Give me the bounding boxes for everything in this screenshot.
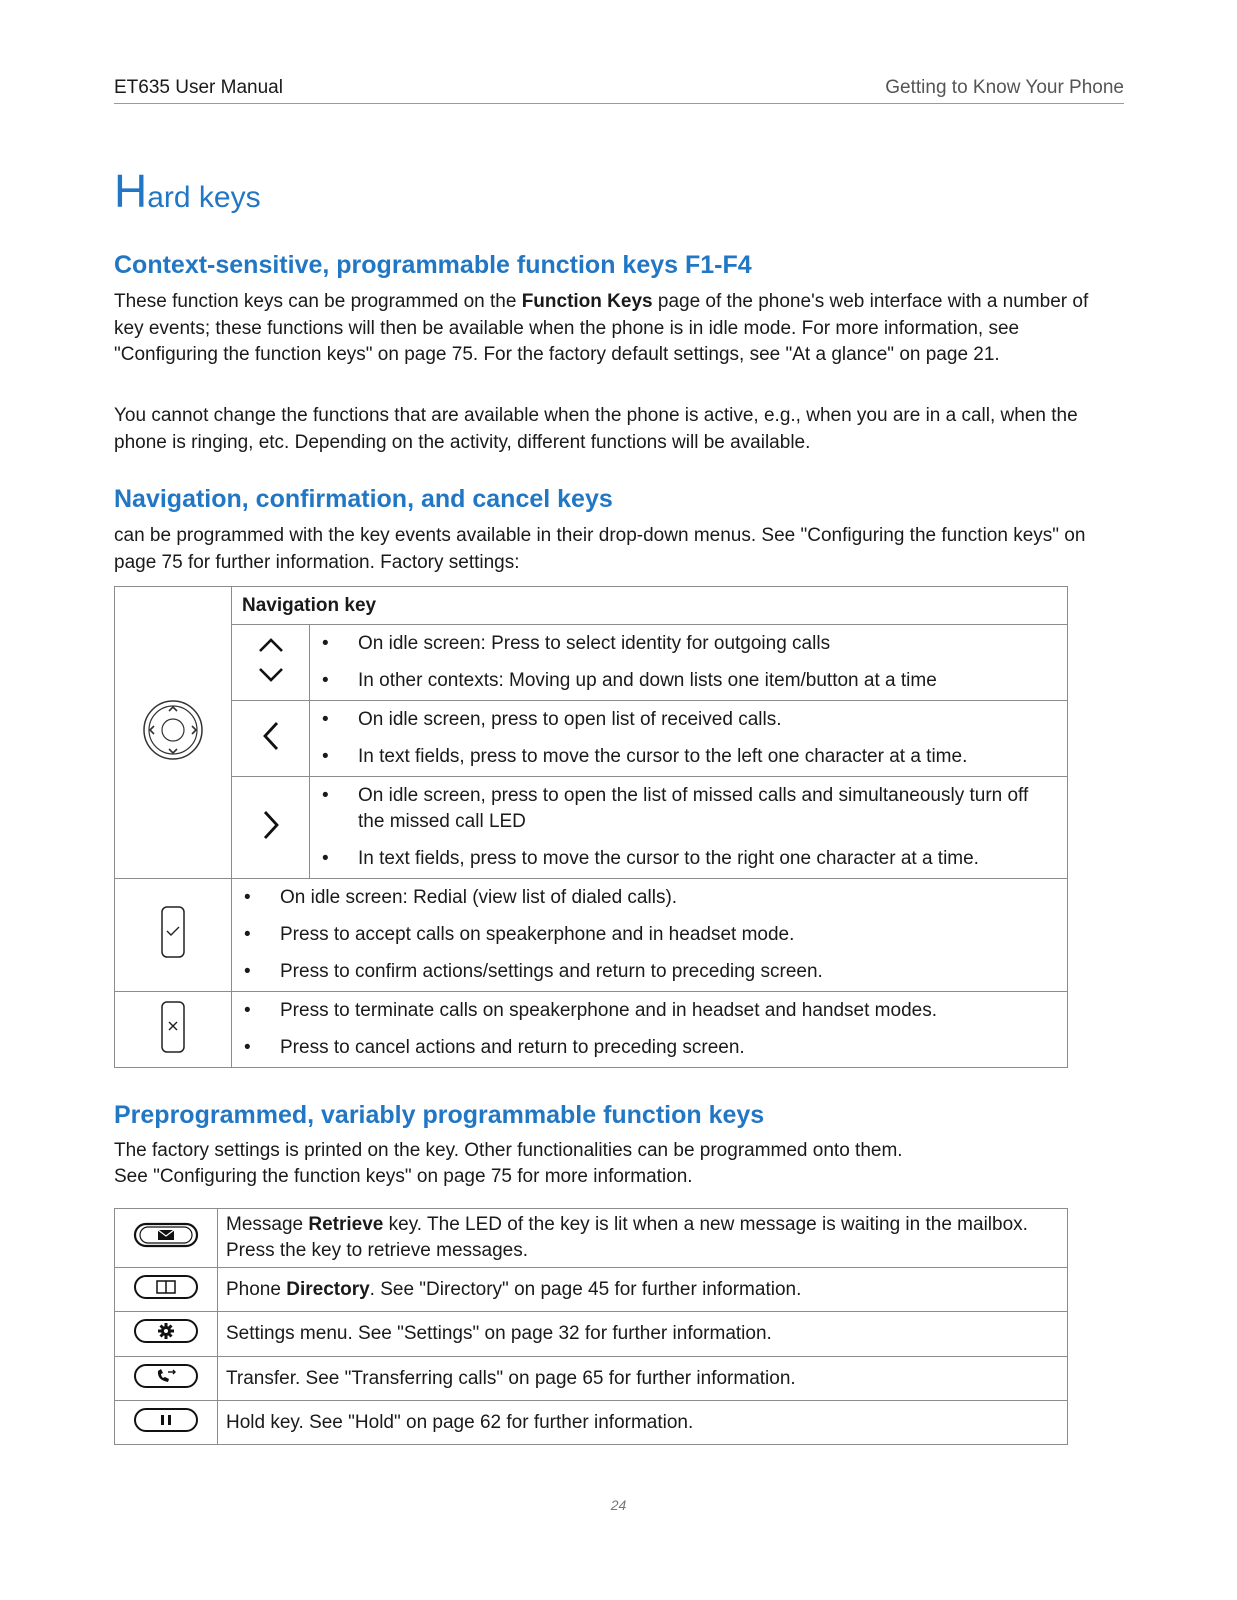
envelope-icon [133, 1222, 199, 1248]
navigation-keys-table [114, 586, 1068, 1068]
section1-paragraph-1 [114, 289, 1114, 369]
right-arrow-icon [259, 808, 283, 842]
running-header [114, 77, 1124, 104]
page-title-initial: H [114, 165, 148, 217]
cancel-key-icon [159, 1000, 187, 1054]
section-heading-preprogrammed: Preprogrammed, variably programmable function keys [114, 1101, 765, 1129]
bold-term: Directory [286, 1278, 370, 1300]
settings-key-cell [115, 1312, 218, 1357]
checkmark-key-icon [159, 905, 187, 959]
section3-paragraph-1: The factory settings is printed on the key. Other functionalities can be programmed onto them. [114, 1140, 903, 1161]
section2-paragraph: can be programmed with the key events available in their drop-down menus. See "Configuring the function keys" on page 75 for further information. Factory settings: [114, 525, 1086, 573]
cancel-desc [232, 992, 1068, 1068]
section3-paragraph-2: See "Configuring the function keys" on page 75 for more information. [114, 1166, 693, 1187]
section1-paragraph-2: You cannot change the functions that are available when the phone is active, e.g., when you are in a call, when the phone is ringing, etc. Depending on the activity, different functions will be available. [114, 405, 1078, 453]
nav-header: Navigation key [232, 587, 1068, 625]
text-run: page of the phone's web interface with a number of key events; these functions will then be available when the phone is in idle mode. For more information, see "Configuring the function keys" on page 75. For the factory default settings, see "At a glance" on page 21. [114, 291, 1089, 365]
text-run: Message [226, 1214, 309, 1235]
chapter-title: Getting to Know Your Phone [885, 77, 1124, 98]
left-key-cell [232, 701, 310, 777]
section-heading-function-keys: Context-sensitive, programmable function keys F1-F4 [114, 251, 752, 279]
left-desc [310, 701, 1068, 777]
text-run: Phone [226, 1278, 287, 1300]
right-key-cell [232, 777, 310, 879]
hold-desc: Hold key. See "Hold" on page 62 for further information. [218, 1401, 1068, 1445]
settings-desc: Settings menu. See "Settings" on page 32 for further information. [218, 1312, 1068, 1357]
navigation-key-icon [142, 699, 204, 761]
text-run: key. The LED of the key is lit when a new message is waiting in the mailbox. Press the key to retrieve messages. [226, 1214, 1028, 1261]
directory-desc [218, 1268, 1068, 1312]
right-desc [310, 777, 1068, 879]
up-down-desc [310, 625, 1068, 701]
preprogrammed-keys-table [114, 1208, 1068, 1445]
book-icon [133, 1274, 199, 1300]
list-item: • Press to terminate calls on speakerphone and in headset and handset modes. [232, 998, 1067, 1024]
list-item: • In text fields, press to move the cursor to the right one character at a time. [310, 846, 1057, 872]
list-item: • On idle screen: Press to select identity for outgoing calls [310, 631, 1067, 657]
list-item: • Press to accept calls on speakerphone and in headset mode. [232, 922, 1067, 948]
up-down-arrow-icon [256, 635, 286, 685]
text-run: These function keys can be programmed on the [114, 291, 522, 312]
retrieve-desc [218, 1209, 1068, 1268]
list-item: • Press to confirm actions/settings and return to preceding screen. [232, 959, 1067, 985]
cancel-key-cell [115, 992, 232, 1068]
confirm-desc [232, 879, 1068, 992]
page-title [114, 165, 261, 221]
nav-key-cell [115, 587, 232, 879]
page-number: 24 [610, 1497, 627, 1513]
confirm-key-cell [115, 879, 232, 992]
transfer-icon [133, 1363, 199, 1389]
list-item: • In text fields, press to move the cursor to the left one character at a time. [310, 744, 1067, 770]
page-title-rest: ard keys [147, 181, 261, 214]
gear-icon [133, 1318, 199, 1344]
list-item: • In other contexts: Moving up and down lists one item/button at a time [310, 668, 1067, 694]
manual-title: ET635 User Manual [114, 77, 283, 98]
bold-term: Function Keys [521, 291, 653, 312]
section-heading-navigation: Navigation, confirmation, and cancel keys [114, 485, 613, 513]
left-arrow-icon [259, 719, 283, 753]
transfer-key-cell [115, 1357, 218, 1401]
pause-icon [133, 1407, 199, 1433]
bold-term: Retrieve [308, 1214, 384, 1235]
list-item: • On idle screen, press to open the list of missed calls and simultaneously turn off the missed call LED [310, 783, 1057, 835]
directory-key-cell [115, 1268, 218, 1312]
hold-key-cell [115, 1401, 218, 1445]
up-down-key-cell [232, 625, 310, 701]
text-run: . See "Directory" on page 45 for further information. [369, 1278, 802, 1300]
list-item: • On idle screen: Redial (view list of dialed calls). [232, 885, 1067, 911]
list-item: • Press to cancel actions and return to preceding screen. [232, 1035, 1067, 1061]
retrieve-key-cell [115, 1209, 218, 1268]
list-item: • On idle screen, press to open list of received calls. [310, 707, 1067, 733]
transfer-desc: Transfer. See "Transferring calls" on page 65 for further information. [218, 1357, 1068, 1401]
